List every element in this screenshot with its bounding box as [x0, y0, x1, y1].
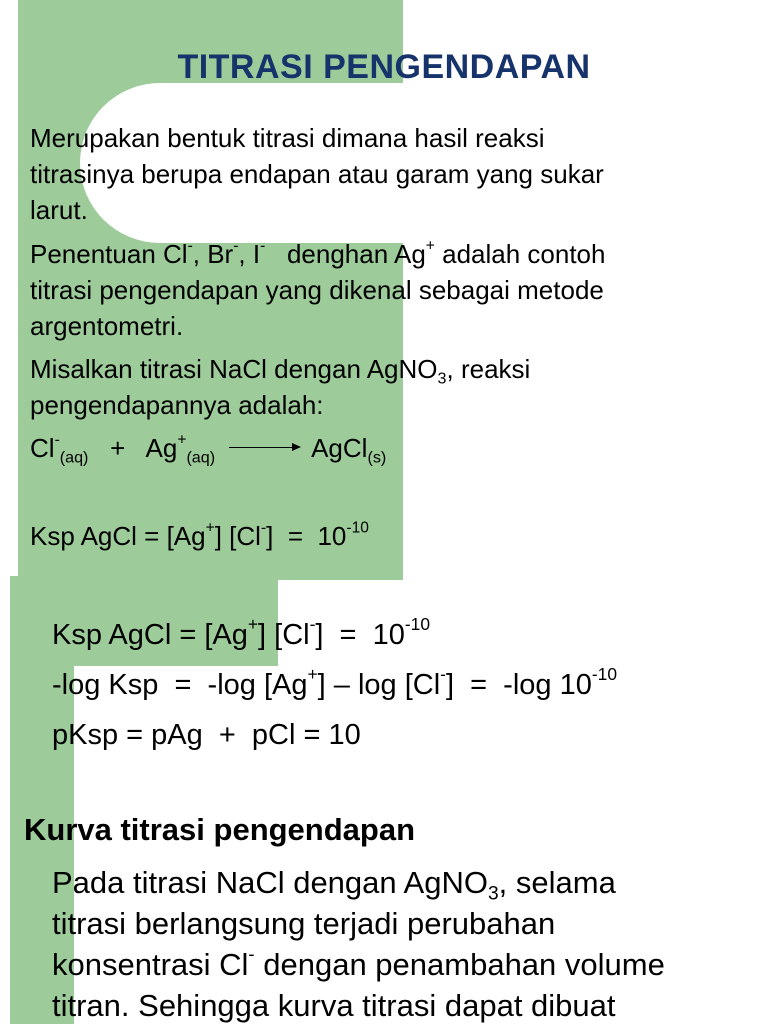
intro-line-1: Merupakan bentuk titrasi dimana hasil reaksi — [30, 123, 545, 153]
intro-line-3: larut. — [30, 195, 88, 225]
text-reaksi: , reaksi — [446, 354, 531, 384]
log-mid: ] – log [Cl — [317, 669, 441, 701]
sub-3: 3 — [487, 883, 499, 905]
ksp-equation-small — [30, 518, 750, 554]
sup-minus: - — [233, 237, 239, 255]
ksp-eq: ] = 10 — [315, 619, 405, 651]
sup-plus: + — [205, 519, 215, 537]
sup-plus: + — [425, 237, 435, 255]
ksp-lhs: Ksp AgCl = [Ag — [30, 521, 206, 551]
intro-paragraph — [30, 120, 750, 228]
penentuan-line-2: titrasi pengendapan yang dikenal sebagai metode — [30, 275, 604, 305]
ksp-eq: ] = 10 — [266, 521, 347, 551]
log-lhs: -log Ksp = -log [Ag — [52, 669, 308, 701]
kurva-text-pre: Pada titrasi NaCl dengan AgNO — [52, 865, 488, 900]
sup-exp: -10 — [404, 614, 431, 635]
penentuan-line-1 — [30, 236, 750, 272]
kurva-line-4: titran. Sehingga kurva titrasi dapat dibuat — [52, 988, 616, 1023]
reactant-cl: Cl — [30, 433, 55, 463]
sup-minus: - — [260, 237, 266, 255]
ksp-line-small — [30, 518, 750, 554]
text-i: , I — [238, 239, 261, 269]
misalkan-line-2: pengendapannya adalah: — [30, 390, 324, 420]
reaction-arrow-icon — [229, 447, 299, 448]
ksp-equation-large — [52, 610, 752, 660]
text-adalah-contoh: adalah contoh — [434, 239, 606, 269]
sub-3: 3 — [437, 369, 447, 388]
text-denghan-ag: denghan Ag — [265, 239, 426, 269]
sup-exp: -10 — [591, 664, 617, 685]
sub-s: (s) — [367, 448, 387, 467]
sup-plus: + — [247, 614, 259, 635]
sub-aq: (aq) — [186, 448, 216, 467]
kurva-text-post: , selama — [498, 865, 616, 900]
sup-minus: - — [309, 614, 316, 635]
reactant-ag: Ag — [145, 433, 178, 463]
sub-aq: (aq) — [59, 448, 89, 467]
equations-block — [52, 610, 752, 760]
sup-minus: - — [54, 431, 60, 449]
reaction-equation — [30, 430, 750, 466]
intro-line-2: titrasinya berupa endapan atau garam yang sukar — [30, 159, 604, 189]
slide-title: TITRASI PENGENDAPAN — [177, 48, 591, 86]
product-agcl: AgCl — [311, 433, 368, 463]
kurva-line-3 — [52, 944, 752, 985]
text-penentuan-cl: Penentuan Cl — [30, 239, 188, 269]
misalkan-paragraph — [30, 351, 750, 423]
text-br: , Br — [192, 239, 234, 269]
log-equation — [52, 660, 752, 710]
plus-sign: + — [88, 433, 146, 463]
pksp-equation: pKsp = pAg + pCl = 10 — [52, 719, 361, 751]
ksp-mid: ] [Cl — [214, 521, 261, 551]
sup-plus: + — [177, 431, 187, 449]
sup-plus: + — [307, 664, 318, 685]
kurva-heading: Kurva titrasi pengendapan — [24, 812, 416, 847]
kurva-text-volume: dengan penambahan volume — [254, 947, 665, 982]
kurva-line-1 — [52, 862, 752, 903]
ksp-mid: ] [Cl — [258, 619, 310, 651]
sup-minus: - — [187, 237, 193, 255]
kurva-paragraph — [52, 862, 752, 1026]
penentuan-line-3: argentometri. — [30, 311, 184, 341]
ksp-lhs: Ksp AgCl = [Ag — [52, 619, 248, 651]
sup-exp: -10 — [346, 519, 369, 537]
kurva-line-2: titrasi berlangsung terjadi perubahan — [52, 906, 556, 941]
text-misalkan: Misalkan titrasi NaCl dengan AgNO — [30, 354, 438, 384]
log-eq: ] = -log 10 — [445, 669, 592, 701]
sup-minus: - — [248, 943, 255, 965]
penentuan-paragraph — [30, 236, 750, 344]
reaction-line — [30, 430, 750, 466]
sup-minus: - — [440, 664, 446, 685]
sup-minus: - — [260, 519, 267, 537]
kurva-text-konsentrasi: konsentrasi Cl — [52, 947, 249, 982]
misalkan-line-1 — [30, 351, 750, 387]
